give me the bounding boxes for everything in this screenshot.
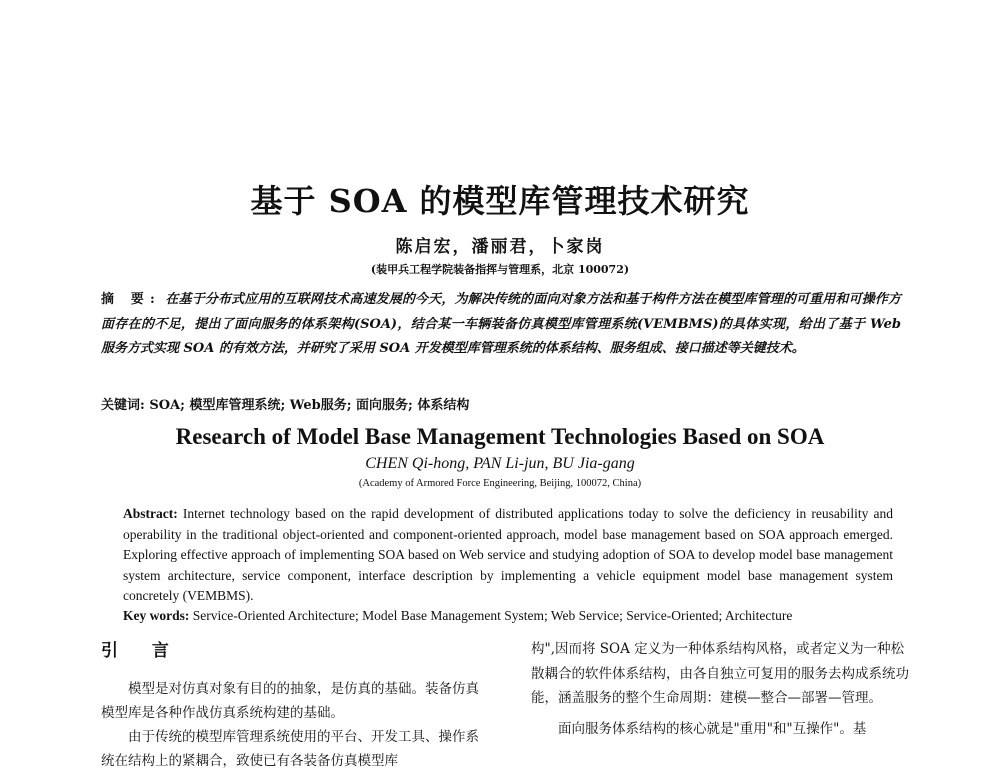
- english-keywords-text: Service-Oriented Architecture; Model Base Management System; Web Service; Service-Oriented; Architecture: [192, 608, 793, 623]
- chinese-abstract: [101, 288, 901, 362]
- body-paragraph: 模型是对仿真对象有目的的抽象，是仿真的基础。装备仿真模型库是各种作战仿真系统构建的基础。: [101, 681, 479, 721]
- english-abstract-label: Abstract:: [123, 506, 178, 521]
- chinese-abstract-label: 摘 要:: [101, 292, 161, 307]
- chinese-title: 基于 SOA 的模型库管理技术研究: [250, 182, 750, 220]
- body-paragraph: 由于传统的模型库管理系统使用的平台、开发工具、操作系统在结构上的紧耦合，致使已有各装备仿真模型库: [101, 729, 479, 769]
- english-keywords: [123, 608, 903, 624]
- body-column-left: [101, 636, 491, 773]
- body-paragraph: 面向服务体系结构的核心就是"重用"和"互操作"。基: [558, 720, 867, 737]
- chinese-keywords: [101, 394, 901, 413]
- english-affiliation: (Academy of Armored Force Engineering, Beijing, 100072, China): [358, 478, 642, 489]
- chinese-affiliation: (装甲兵工程学院装备指挥与管理系，北京 100072): [370, 263, 630, 276]
- chinese-keywords-label: 关键词:: [101, 398, 145, 413]
- body-paragraph: 构",因而将 SOA 定义为一种体系结构风格，或者定义为一种松散耦合的软件体系结构，由各自独立可复用的服务去构成系统功能，涵盖服务的整个生命周期：建模—整合—部署—管理。: [531, 641, 909, 706]
- english-abstract-text: Internet technology based on the rapid development of distributed applications today to solve the deficiency in reusability and operability in the traditional object-oriented and component-oriented approach, model base management based on SOA approach emerged. Exploring effective approach of implementing SOA based on Web service and studying adoption of SOA to develop model base management system architecture, service component, interface description by implementing a vehicle equipment model base management system concretely (VEMBMS).: [123, 506, 893, 603]
- chinese-abstract-text: 在基于分布式应用的互联网技术高速发展的今天，为解决传统的面向对象方法和基于构件方法在模型库管理的可重用和可操作方面存在的不足，提出了面向服务的体系架构(SOA)，结合某一车辆装备仿真模型库管理系统(VEMBMS)的具体实现，给出了基于 Web 服务方式实现 SOA 的有效方法，并研究了采用 SOA 开发模型库管理系统的体系结构、服务组成、接口描述等关键技术。: [101, 292, 901, 356]
- english-authors: CHEN Qi-hong, PAN Li-jun, BU Jia-gang: [365, 455, 635, 472]
- chinese-keywords-text: SOA; 模型库管理系统; Web服务; 面向服务; 体系结构: [149, 398, 470, 413]
- english-abstract: [123, 504, 893, 607]
- chinese-authors: 陈启宏，潘丽君，卜家岗: [395, 237, 605, 257]
- english-title: Research of Model Base Management Technologies Based on SOA: [175, 424, 825, 449]
- section-heading: 引 言: [101, 641, 183, 661]
- english-keywords-label: Key words:: [123, 608, 190, 623]
- body-column-right: [531, 637, 914, 741]
